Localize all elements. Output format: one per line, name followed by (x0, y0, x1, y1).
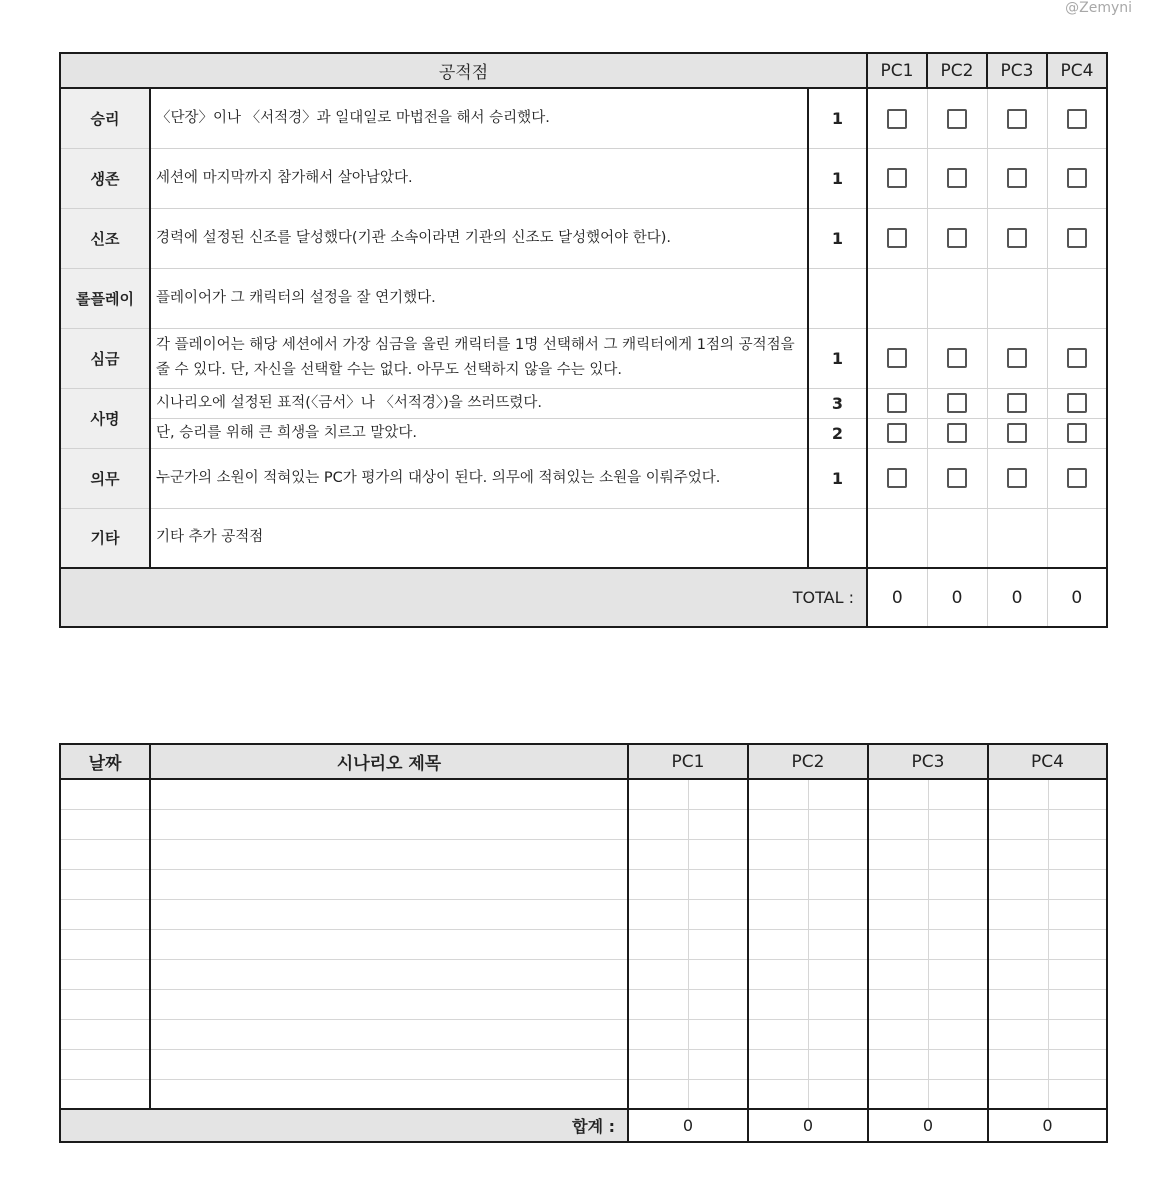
merit-category: 심금 (60, 328, 150, 388)
merit-header-pc4: PC4 (1047, 53, 1107, 88)
total-pc4: 0 (1047, 568, 1107, 627)
log-pc4-cell-a[interactable] (988, 899, 1048, 929)
pc3-check-cell (987, 388, 1047, 418)
log-pc3-cell-b[interactable] (928, 959, 988, 989)
pc1-check-cell (867, 148, 927, 208)
log-header-pc3: PC3 (868, 744, 988, 779)
pc2-checkbox[interactable] (947, 168, 967, 188)
log-pc1-cell-b[interactable] (688, 989, 748, 1019)
log-header-pc2: PC2 (748, 744, 868, 779)
log-title-cell[interactable] (150, 1019, 628, 1049)
log-pc3-cell-b[interactable] (928, 899, 988, 929)
pc2-check-cell (927, 508, 987, 568)
log-pc3-cell-b[interactable] (928, 839, 988, 869)
pc1-checkbox[interactable] (887, 423, 907, 443)
pc4-checkbox[interactable] (1067, 348, 1087, 368)
merit-category: 생존 (60, 148, 150, 208)
log-pc3-cell-a[interactable] (868, 1049, 928, 1079)
log-pc1-cell-a[interactable] (628, 869, 688, 899)
log-pc2-cell-a[interactable] (748, 989, 808, 1019)
log-pc1-cell-b[interactable] (688, 899, 748, 929)
log-pc3-cell-a[interactable] (868, 989, 928, 1019)
merit-category: 롤플레이 (60, 268, 150, 328)
pc2-checkbox[interactable] (947, 228, 967, 248)
log-pc3-cell-a[interactable] (868, 1019, 928, 1049)
merit-description: 〈단장〉이나 〈서적경〉과 일대일로 마법전을 해서 승리했다. (150, 88, 808, 148)
sum-pc3: 0 (868, 1109, 988, 1142)
pc4-check-cell (1047, 148, 1107, 208)
log-date-cell[interactable] (60, 929, 150, 959)
pc3-checkbox[interactable] (1007, 423, 1027, 443)
log-pc3-cell-a[interactable] (868, 959, 928, 989)
total-pc1: 0 (867, 568, 927, 627)
sum-label: 합계 : (60, 1109, 628, 1142)
log-pc2-cell-a[interactable] (748, 1079, 808, 1109)
log-row (60, 899, 1107, 929)
log-pc3-cell-b[interactable] (928, 809, 988, 839)
log-row (60, 1049, 1107, 1079)
log-pc2-cell-a[interactable] (748, 779, 808, 809)
log-pc2-cell-b[interactable] (808, 1049, 868, 1079)
log-pc1-cell-a[interactable] (628, 989, 688, 1019)
pc4-check-cell (1047, 208, 1107, 268)
log-pc1-cell-b[interactable] (688, 929, 748, 959)
log-pc2-cell-a[interactable] (748, 809, 808, 839)
pc3-checkbox[interactable] (1007, 109, 1027, 129)
log-pc4-cell-a[interactable] (988, 869, 1048, 899)
log-pc1-cell-a[interactable] (628, 809, 688, 839)
log-header-title: 시나리오 제목 (150, 744, 628, 779)
merit-row (60, 208, 1107, 268)
pc1-check-cell (867, 418, 927, 448)
merit-category: 기타 (60, 508, 150, 568)
log-pc2-cell-a[interactable] (748, 839, 808, 869)
pc3-check-cell (987, 508, 1047, 568)
log-pc3-cell-a[interactable] (868, 809, 928, 839)
log-date-cell[interactable] (60, 989, 150, 1019)
merit-category: 승리 (60, 88, 150, 148)
log-pc2-cell-b[interactable] (808, 839, 868, 869)
log-pc2-cell-a[interactable] (748, 929, 808, 959)
merit-row (60, 448, 1107, 508)
log-date-cell[interactable] (60, 779, 150, 809)
log-pc3-cell-b[interactable] (928, 1019, 988, 1049)
pc2-checkbox[interactable] (947, 423, 967, 443)
log-pc4-cell-b[interactable] (1048, 809, 1107, 839)
log-pc2-cell-a[interactable] (748, 869, 808, 899)
log-pc4-cell-a[interactable] (988, 1049, 1048, 1079)
log-title-cell[interactable] (150, 839, 628, 869)
pc2-checkbox[interactable] (947, 348, 967, 368)
merit-points: 1 (808, 148, 867, 208)
log-row (60, 839, 1107, 869)
pc4-checkbox[interactable] (1067, 393, 1087, 413)
log-pc1-cell-a[interactable] (628, 929, 688, 959)
merit-description: 경력에 설정된 신조를 달성했다(기관 소속이라면 기관의 신조도 달성했어야 한다). (150, 208, 808, 268)
log-date-cell[interactable] (60, 1079, 150, 1109)
total-pc3: 0 (987, 568, 1047, 627)
pc2-check-cell (927, 448, 987, 508)
log-pc1-cell-b[interactable] (688, 839, 748, 869)
log-pc1-cell-a[interactable] (628, 959, 688, 989)
log-pc4-cell-a[interactable] (988, 839, 1048, 869)
log-pc4-cell-b[interactable] (1048, 1079, 1107, 1109)
pc1-checkbox[interactable] (887, 348, 907, 368)
log-pc3-cell-b[interactable] (928, 929, 988, 959)
pc2-check-cell (927, 88, 987, 148)
merit-category: 신조 (60, 208, 150, 268)
log-header-pc1: PC1 (628, 744, 748, 779)
log-pc1-cell-b[interactable] (688, 779, 748, 809)
sum-pc4: 0 (988, 1109, 1107, 1142)
log-pc3-cell-b[interactable] (928, 779, 988, 809)
merit-description: 기타 추가 공적점 (150, 508, 808, 568)
merit-points: 1 (808, 88, 867, 148)
pc1-checkbox[interactable] (887, 168, 907, 188)
merit-row (60, 268, 1107, 328)
log-pc3-cell-a[interactable] (868, 929, 928, 959)
merit-description: 누군가의 소원이 적혀있는 PC가 평가의 대상이 된다. 의무에 적혀있는 소원을 이뤄주었다. (150, 448, 808, 508)
log-pc3-cell-b[interactable] (928, 989, 988, 1019)
log-pc1-cell-b[interactable] (688, 1019, 748, 1049)
merit-points (808, 508, 867, 568)
pc3-checkbox[interactable] (1007, 348, 1027, 368)
scenario-log-table (59, 743, 1108, 1143)
log-pc1-cell-b[interactable] (688, 809, 748, 839)
pc1-check-cell (867, 508, 927, 568)
log-header-pc4: PC4 (988, 744, 1107, 779)
log-header-date: 날짜 (60, 744, 150, 779)
merit-points: 3 (808, 388, 867, 418)
log-header-row (60, 744, 1107, 779)
pc1-checkbox[interactable] (887, 393, 907, 413)
pc4-checkbox[interactable] (1067, 468, 1087, 488)
log-pc4-cell-b[interactable] (1048, 899, 1107, 929)
log-row (60, 959, 1107, 989)
log-sum-row (60, 1109, 1107, 1142)
log-pc4-cell-b[interactable] (1048, 1019, 1107, 1049)
log-pc4-cell-a[interactable] (988, 929, 1048, 959)
log-pc4-cell-a[interactable] (988, 779, 1048, 809)
merit-points: 1 (808, 208, 867, 268)
pc2-check-cell (927, 388, 987, 418)
log-pc3-cell-b[interactable] (928, 1079, 988, 1109)
log-pc2-cell-b[interactable] (808, 929, 868, 959)
sum-pc1: 0 (628, 1109, 748, 1142)
log-pc1-cell-a[interactable] (628, 1019, 688, 1049)
log-title-cell[interactable] (150, 929, 628, 959)
log-pc2-cell-b[interactable] (808, 779, 868, 809)
log-pc1-cell-a[interactable] (628, 839, 688, 869)
log-pc4-cell-a[interactable] (988, 809, 1048, 839)
pc3-check-cell (987, 328, 1047, 388)
pc3-check-cell (987, 268, 1047, 328)
log-pc1-cell-b[interactable] (688, 1049, 748, 1079)
log-row (60, 809, 1107, 839)
log-pc3-cell-a[interactable] (868, 869, 928, 899)
merit-header-pc1: PC1 (867, 53, 927, 88)
log-date-cell[interactable] (60, 1019, 150, 1049)
log-row (60, 929, 1107, 959)
pc2-checkbox[interactable] (947, 468, 967, 488)
log-pc3-cell-b[interactable] (928, 869, 988, 899)
merit-points-table (59, 52, 1108, 628)
log-pc1-cell-b[interactable] (688, 959, 748, 989)
log-title-cell[interactable] (150, 1079, 628, 1109)
pc2-check-cell (927, 328, 987, 388)
log-pc2-cell-b[interactable] (808, 989, 868, 1019)
merit-description: 세션에 마지막까지 참가해서 살아남았다. (150, 148, 808, 208)
pc1-check-cell (867, 208, 927, 268)
log-pc2-cell-a[interactable] (748, 1049, 808, 1079)
pc1-check-cell (867, 268, 927, 328)
watermark: @Zemyni (1065, 0, 1132, 16)
log-pc4-cell-b[interactable] (1048, 869, 1107, 899)
pc4-check-cell (1047, 508, 1107, 568)
log-pc3-cell-a[interactable] (868, 839, 928, 869)
log-pc1-cell-b[interactable] (688, 869, 748, 899)
log-title-cell[interactable] (150, 899, 628, 929)
merit-header-row (60, 53, 1107, 88)
pc1-check-cell (867, 388, 927, 418)
log-pc4-cell-b[interactable] (1048, 959, 1107, 989)
merit-description: 플레이어가 그 캐릭터의 설정을 잘 연기했다. (150, 268, 808, 328)
log-pc2-cell-a[interactable] (748, 899, 808, 929)
merit-header-pc2: PC2 (927, 53, 987, 88)
merit-description: 단, 승리를 위해 큰 희생을 치르고 말았다. (150, 418, 808, 448)
merit-description: 시나리오에 설정된 표적(〈금서〉나 〈서적경〉)을 쓰러뜨렸다. (150, 388, 808, 418)
total-label: TOTAL : (60, 568, 867, 627)
merit-total-row (60, 568, 1107, 627)
pc2-check-cell (927, 148, 987, 208)
merit-points: 1 (808, 328, 867, 388)
pc2-checkbox[interactable] (947, 393, 967, 413)
log-row (60, 779, 1107, 809)
pc4-check-cell (1047, 388, 1107, 418)
pc2-check-cell (927, 418, 987, 448)
log-pc1-cell-b[interactable] (688, 1079, 748, 1109)
merit-category: 의무 (60, 448, 150, 508)
log-pc4-cell-a[interactable] (988, 1079, 1048, 1109)
log-pc4-cell-b[interactable] (1048, 1049, 1107, 1079)
log-pc3-cell-a[interactable] (868, 779, 928, 809)
log-pc4-cell-a[interactable] (988, 989, 1048, 1019)
merit-points (808, 268, 867, 328)
pc4-check-cell (1047, 328, 1107, 388)
pc4-checkbox[interactable] (1067, 228, 1087, 248)
log-pc3-cell-b[interactable] (928, 1049, 988, 1079)
log-title-cell[interactable] (150, 779, 628, 809)
log-date-cell[interactable] (60, 899, 150, 929)
log-row (60, 1019, 1107, 1049)
log-pc4-cell-a[interactable] (988, 959, 1048, 989)
log-pc1-cell-a[interactable] (628, 899, 688, 929)
pc1-checkbox[interactable] (887, 468, 907, 488)
log-title-cell[interactable] (150, 1049, 628, 1079)
pc4-checkbox[interactable] (1067, 168, 1087, 188)
log-pc1-cell-a[interactable] (628, 779, 688, 809)
log-title-cell[interactable] (150, 959, 628, 989)
merit-row (60, 148, 1107, 208)
pc3-check-cell (987, 448, 1047, 508)
pc1-checkbox[interactable] (887, 228, 907, 248)
merit-description: 각 플레이어는 해당 세션에서 가장 심금을 울린 캐릭터를 1명 선택해서 그 캐릭터에게 1점의 공적점을 줄 수 있다. 단, 자신을 선택할 수는 없다. 아무도 선택하지 않을 수는 있다. (150, 328, 808, 388)
pc3-checkbox[interactable] (1007, 168, 1027, 188)
pc2-checkbox[interactable] (947, 109, 967, 129)
merit-row (60, 418, 1107, 448)
log-pc3-cell-a[interactable] (868, 1079, 928, 1109)
pc3-check-cell (987, 88, 1047, 148)
log-date-cell[interactable] (60, 869, 150, 899)
pc4-checkbox[interactable] (1067, 423, 1087, 443)
log-pc2-cell-b[interactable] (808, 959, 868, 989)
log-pc2-cell-a[interactable] (748, 959, 808, 989)
log-pc4-cell-b[interactable] (1048, 989, 1107, 1019)
pc4-check-cell (1047, 268, 1107, 328)
log-date-cell[interactable] (60, 839, 150, 869)
merit-row (60, 388, 1107, 418)
log-row (60, 1079, 1107, 1109)
sum-pc2: 0 (748, 1109, 868, 1142)
log-row (60, 989, 1107, 1019)
log-pc2-cell-b[interactable] (808, 1019, 868, 1049)
log-pc2-cell-b[interactable] (808, 809, 868, 839)
log-pc3-cell-a[interactable] (868, 899, 928, 929)
pc1-check-cell (867, 328, 927, 388)
merit-row (60, 328, 1107, 388)
log-pc1-cell-a[interactable] (628, 1049, 688, 1079)
pc4-checkbox[interactable] (1067, 109, 1087, 129)
merit-points: 1 (808, 448, 867, 508)
pc1-checkbox[interactable] (887, 109, 907, 129)
total-pc2: 0 (927, 568, 987, 627)
log-pc4-cell-b[interactable] (1048, 779, 1107, 809)
log-pc2-cell-a[interactable] (748, 1019, 808, 1049)
pc1-check-cell (867, 448, 927, 508)
merit-header-pc3: PC3 (987, 53, 1047, 88)
pc4-check-cell (1047, 418, 1107, 448)
log-pc2-cell-b[interactable] (808, 869, 868, 899)
log-pc4-cell-a[interactable] (988, 1019, 1048, 1049)
merit-header-title: 공적점 (60, 53, 867, 88)
pc3-checkbox[interactable] (1007, 468, 1027, 488)
log-title-cell[interactable] (150, 989, 628, 1019)
log-date-cell[interactable] (60, 809, 150, 839)
log-row (60, 869, 1107, 899)
pc4-check-cell (1047, 88, 1107, 148)
log-pc2-cell-b[interactable] (808, 899, 868, 929)
log-pc4-cell-b[interactable] (1048, 929, 1107, 959)
merit-row (60, 88, 1107, 148)
merit-category: 사명 (60, 388, 150, 448)
merit-points: 2 (808, 418, 867, 448)
pc1-check-cell (867, 88, 927, 148)
log-title-cell[interactable] (150, 869, 628, 899)
pc4-check-cell (1047, 448, 1107, 508)
pc2-check-cell (927, 268, 987, 328)
pc3-checkbox[interactable] (1007, 228, 1027, 248)
log-pc1-cell-a[interactable] (628, 1079, 688, 1109)
log-date-cell[interactable] (60, 959, 150, 989)
pc2-check-cell (927, 208, 987, 268)
pc3-checkbox[interactable] (1007, 393, 1027, 413)
pc3-check-cell (987, 418, 1047, 448)
pc3-check-cell (987, 208, 1047, 268)
log-pc4-cell-b[interactable] (1048, 839, 1107, 869)
log-pc2-cell-b[interactable] (808, 1079, 868, 1109)
merit-row (60, 508, 1107, 568)
log-date-cell[interactable] (60, 1049, 150, 1079)
pc3-check-cell (987, 148, 1047, 208)
log-title-cell[interactable] (150, 809, 628, 839)
